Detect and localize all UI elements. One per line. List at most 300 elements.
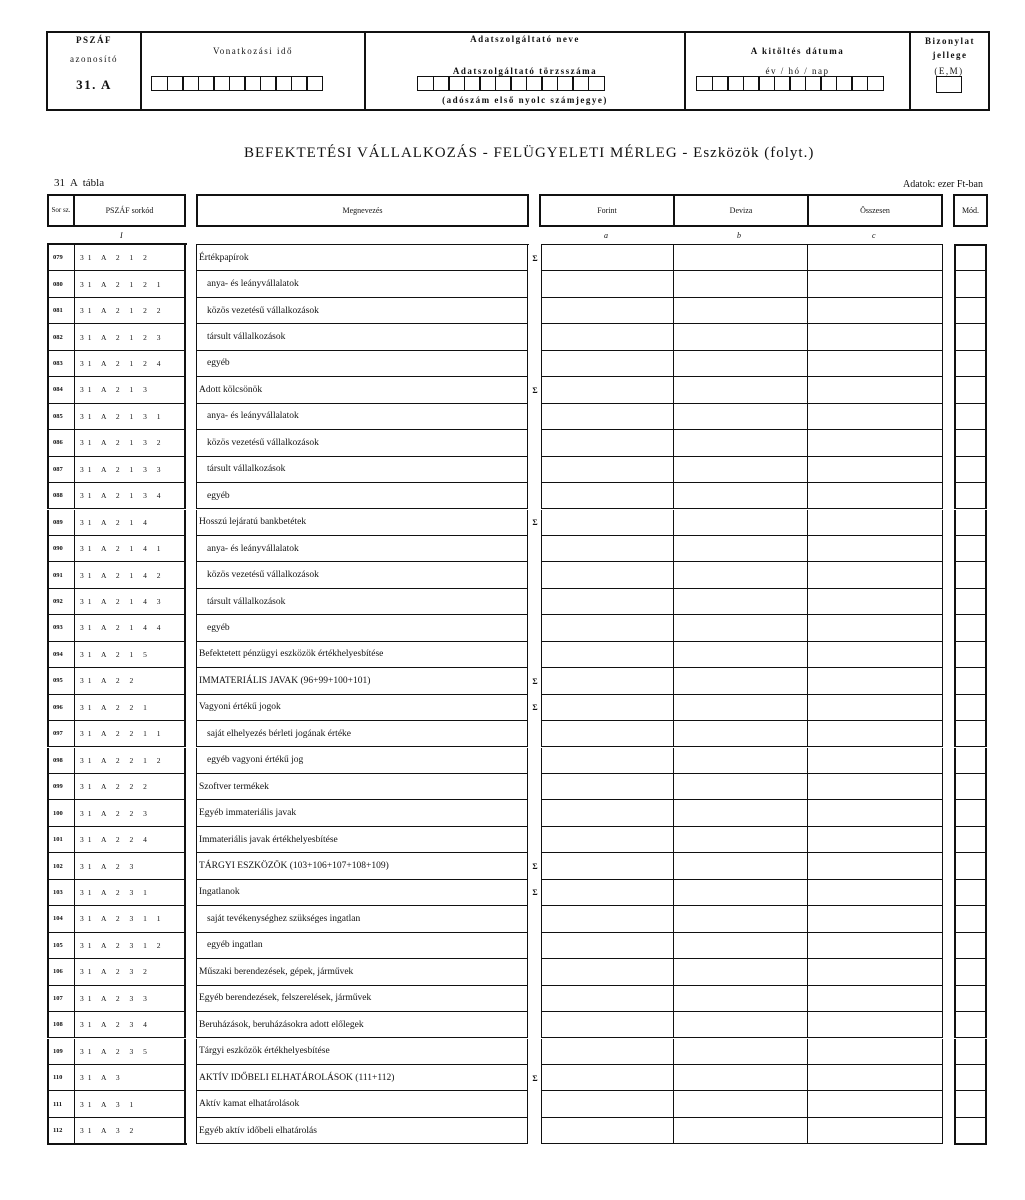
input-forint[interactable] <box>541 271 674 297</box>
input-deviza[interactable] <box>674 404 808 430</box>
input-mod[interactable] <box>954 642 987 668</box>
row-code: 31 A 2 1 2 2 <box>75 298 186 324</box>
table-row <box>0 1012 1025 1038</box>
row-name: egyéb vagyoni értékű jog <box>196 748 528 774</box>
input-mod[interactable] <box>954 1012 987 1038</box>
row-number: 105 <box>47 933 75 959</box>
table-row <box>0 351 1025 377</box>
row-name: társult vállalkozások <box>196 589 528 615</box>
input-osszesen[interactable] <box>808 615 943 641</box>
input-deviza[interactable] <box>674 880 808 906</box>
input-forint[interactable] <box>541 298 674 324</box>
input-deviza[interactable] <box>674 298 808 324</box>
sigma-marker <box>529 774 541 800</box>
table-row <box>0 245 1025 271</box>
period-input[interactable] <box>151 76 322 91</box>
input-deviza[interactable] <box>674 430 808 456</box>
row-code: 31 A 2 1 2 3 <box>75 324 186 350</box>
row-name: anya- és leányvállalatok <box>196 536 528 562</box>
pszaf-sub-label: azonosító <box>70 54 118 64</box>
sigma-marker <box>529 933 541 959</box>
row-name: Vagyoni értékű jogok <box>196 695 528 721</box>
row-name: Műszaki berendezések, gépek, járművek <box>196 959 528 985</box>
sigma-marker <box>529 615 541 641</box>
row-code: 31 A 2 2 <box>75 668 186 694</box>
table-row <box>0 959 1025 985</box>
input-osszesen[interactable] <box>808 853 943 879</box>
row-code: 31 A 2 1 4 3 <box>75 589 186 615</box>
input-osszesen[interactable] <box>808 959 943 985</box>
sigma-marker <box>529 1118 541 1144</box>
row-name: anya- és leányvállalatok <box>196 404 528 430</box>
row-number: 099 <box>47 774 75 800</box>
row-number: 085 <box>47 404 75 430</box>
table-row <box>0 430 1025 456</box>
input-deviza[interactable] <box>674 721 808 747</box>
input-osszesen[interactable] <box>808 298 943 324</box>
input-mod[interactable] <box>954 1118 987 1144</box>
row-number: 093 <box>47 615 75 641</box>
col-header-name: Megnevezés <box>196 194 529 227</box>
page-title: BEFEKTETÉSI VÁLLALKOZÁS - FELÜGYELETI MÉRLEG - Eszközök (folyt.) <box>244 145 815 161</box>
input-mod[interactable] <box>954 880 987 906</box>
input-forint[interactable] <box>541 695 674 721</box>
input-mod[interactable] <box>954 271 987 297</box>
sigma-marker <box>529 562 541 588</box>
sigma-marker <box>529 1039 541 1065</box>
input-forint[interactable] <box>541 721 674 747</box>
input-deviza[interactable] <box>674 853 808 879</box>
table-row <box>0 536 1025 562</box>
row-code: 31 A 2 3 4 <box>75 1012 186 1038</box>
input-osszesen[interactable] <box>808 800 943 826</box>
row-number: 101 <box>47 827 75 853</box>
input-deviza[interactable] <box>674 1091 808 1117</box>
row-code: 31 A 2 1 2 1 <box>75 271 186 297</box>
sigma-marker <box>529 986 541 1012</box>
table-row <box>0 880 1025 906</box>
input-deviza[interactable] <box>674 351 808 377</box>
row-code: 31 A 2 3 5 <box>75 1039 186 1065</box>
row-code: 31 A 2 3 <box>75 853 186 879</box>
input-osszesen[interactable] <box>808 774 943 800</box>
sigma-marker <box>529 642 541 668</box>
sigma-marker <box>529 457 541 483</box>
input-mod[interactable] <box>954 774 987 800</box>
input-mod[interactable] <box>954 827 987 853</box>
input-mod[interactable] <box>954 430 987 456</box>
row-code: 31 A 2 3 1 1 <box>75 906 186 932</box>
row-code: 31 A 2 1 3 <box>75 377 186 403</box>
col-header-mod: Mód. <box>953 194 988 227</box>
input-osszesen[interactable] <box>808 1118 943 1144</box>
row-code: 31 A 2 2 1 <box>75 695 186 721</box>
input-forint[interactable] <box>541 853 674 879</box>
sigma-marker <box>529 404 541 430</box>
sigma-marker <box>529 271 541 297</box>
row-code: 31 A 2 1 2 <box>75 245 186 271</box>
input-osszesen[interactable] <box>808 377 943 403</box>
input-mod[interactable] <box>954 615 987 641</box>
input-osszesen[interactable] <box>808 324 943 350</box>
row-number: 098 <box>47 748 75 774</box>
input-mod[interactable] <box>954 510 987 536</box>
input-osszesen[interactable] <box>808 721 943 747</box>
table-bottom-border <box>954 1143 987 1145</box>
doc-type-input[interactable] <box>936 76 961 93</box>
row-name: saját elhelyezés bérleti jogának értéke <box>196 721 528 747</box>
input-deviza[interactable] <box>674 271 808 297</box>
input-forint[interactable] <box>541 959 674 985</box>
row-number: 104 <box>47 906 75 932</box>
input-forint[interactable] <box>541 562 674 588</box>
table-row <box>0 510 1025 536</box>
table-row <box>0 668 1025 694</box>
input-forint[interactable] <box>541 351 674 377</box>
fill-date-label: A kitöltés dátuma <box>750 46 845 56</box>
input-osszesen[interactable] <box>808 351 943 377</box>
sigma-marker <box>529 1091 541 1117</box>
row-number: 103 <box>47 880 75 906</box>
row-number: 084 <box>47 377 75 403</box>
input-forint[interactable] <box>541 748 674 774</box>
row-number: 112 <box>47 1118 75 1144</box>
input-mod[interactable] <box>954 1039 987 1065</box>
input-deviza[interactable] <box>674 615 808 641</box>
input-deviza[interactable] <box>674 245 808 271</box>
input-osszesen[interactable] <box>808 510 943 536</box>
row-name: Ingatlanok <box>196 880 528 906</box>
input-forint[interactable] <box>541 589 674 615</box>
table-row <box>0 377 1025 403</box>
row-number: 094 <box>47 642 75 668</box>
row-name: társult vállalkozások <box>196 457 528 483</box>
row-code: 31 A 2 1 3 1 <box>75 404 186 430</box>
row-number: 107 <box>47 986 75 1012</box>
input-deviza[interactable] <box>674 933 808 959</box>
input-forint[interactable] <box>541 430 674 456</box>
input-mod[interactable] <box>954 351 987 377</box>
input-mod[interactable] <box>954 1065 987 1091</box>
input-mod[interactable] <box>954 695 987 721</box>
input-forint[interactable] <box>541 510 674 536</box>
input-osszesen[interactable] <box>808 1039 943 1065</box>
table-bottom-border <box>47 1143 187 1145</box>
input-deviza[interactable] <box>674 1065 808 1091</box>
input-forint[interactable] <box>541 668 674 694</box>
table-row <box>0 1065 1025 1091</box>
table-row <box>0 800 1025 826</box>
row-name: Szoftver termékek <box>196 774 528 800</box>
row-name: Értékpapírok <box>196 245 528 271</box>
input-osszesen[interactable] <box>808 483 943 509</box>
sigma-marker <box>529 351 541 377</box>
input-deviza[interactable] <box>674 562 808 588</box>
input-mod[interactable] <box>954 324 987 350</box>
input-forint[interactable] <box>541 1118 674 1144</box>
row-number: 100 <box>47 800 75 826</box>
row-name: saját tevékenységhez szükséges ingatlan <box>196 906 528 932</box>
row-number: 102 <box>47 853 75 879</box>
input-mod[interactable] <box>954 959 987 985</box>
input-forint[interactable] <box>541 986 674 1012</box>
row-name: közös vezetésű vállalkozások <box>196 298 528 324</box>
input-mod[interactable] <box>954 562 987 588</box>
input-forint[interactable] <box>541 933 674 959</box>
input-deviza[interactable] <box>674 457 808 483</box>
sigma-marker <box>529 959 541 985</box>
input-osszesen[interactable] <box>808 457 943 483</box>
input-mod[interactable] <box>954 536 987 562</box>
row-name: Immateriális javak értékhelyesbítése <box>196 827 528 853</box>
sigma-marker: Σ <box>532 385 538 395</box>
sigma-marker <box>529 536 541 562</box>
input-deviza[interactable] <box>674 748 808 774</box>
input-deviza[interactable] <box>674 906 808 932</box>
period-label: Vonatkozási idő <box>212 46 294 56</box>
input-forint[interactable] <box>541 536 674 562</box>
input-osszesen[interactable] <box>808 906 943 932</box>
row-code: 31 A 2 3 2 <box>75 959 186 985</box>
input-forint[interactable] <box>541 1065 674 1091</box>
table-row <box>0 906 1025 932</box>
row-number: 109 <box>47 1039 75 1065</box>
row-number: 087 <box>47 457 75 483</box>
col-header-sor: Sor sz. <box>47 194 75 227</box>
input-deviza[interactable] <box>674 695 808 721</box>
input-mod[interactable] <box>954 853 987 879</box>
row-name: egyéb <box>196 351 528 377</box>
sigma-marker <box>529 827 541 853</box>
input-forint[interactable] <box>541 483 674 509</box>
row-name: anya- és leányvállalatok <box>196 271 528 297</box>
row-code: 31 A 3 <box>75 1065 186 1091</box>
input-mod[interactable] <box>954 589 987 615</box>
input-forint[interactable] <box>541 1012 674 1038</box>
input-osszesen[interactable] <box>808 1012 943 1038</box>
input-osszesen[interactable] <box>808 271 943 297</box>
input-mod[interactable] <box>954 748 987 774</box>
doc-type-label: Bizonylat jellege <box>924 36 975 60</box>
input-deviza[interactable] <box>674 668 808 694</box>
units-note: Adatok: ezer Ft-ban <box>903 179 983 190</box>
input-mod[interactable] <box>954 245 987 271</box>
row-number: 110 <box>47 1065 75 1091</box>
input-deviza[interactable] <box>674 324 808 350</box>
row-name: Hosszú lejáratú bankbetétek <box>196 510 528 536</box>
input-forint[interactable] <box>541 377 674 403</box>
row-code: 31 A 2 3 1 2 <box>75 933 186 959</box>
sigma-marker <box>529 324 541 350</box>
pszaf-label: PSZÁF <box>75 35 112 45</box>
input-mod[interactable] <box>954 1091 987 1117</box>
input-osszesen[interactable] <box>808 1091 943 1117</box>
input-deviza[interactable] <box>674 483 808 509</box>
doc-type-options: (E,M) <box>934 66 964 76</box>
input-deviza[interactable] <box>674 536 808 562</box>
row-code: 31 A 3 2 <box>75 1118 186 1144</box>
input-osszesen[interactable] <box>808 827 943 853</box>
input-forint[interactable] <box>541 1039 674 1065</box>
row-name: Egyéb aktív időbeli elhatárolás <box>196 1118 528 1144</box>
input-forint[interactable] <box>541 774 674 800</box>
table-row <box>0 721 1025 747</box>
input-forint[interactable] <box>541 457 674 483</box>
sigma-marker <box>529 298 541 324</box>
row-code: 31 A 2 1 3 3 <box>75 457 186 483</box>
row-name: Egyéb berendezések, felszerelések, járművek <box>196 986 528 1012</box>
row-name: AKTÍV IDŐBELI ELHATÁROLÁSOK (111+112) <box>196 1065 528 1091</box>
row-name: Tárgyi eszközök értékhelyesbítése <box>196 1039 528 1065</box>
input-forint[interactable] <box>541 642 674 668</box>
input-deviza[interactable] <box>674 959 808 985</box>
input-osszesen[interactable] <box>808 642 943 668</box>
provider-reg-label: Adatszolgáltató törzsszáma <box>452 66 598 76</box>
input-osszesen[interactable] <box>808 748 943 774</box>
row-number: 079 <box>47 245 75 271</box>
provider-reg-input[interactable] <box>417 76 603 91</box>
input-forint[interactable] <box>541 880 674 906</box>
input-mod[interactable] <box>954 457 987 483</box>
col-header-code: PSZÁF sorkód <box>73 194 186 227</box>
sigma-marker <box>529 1012 541 1038</box>
sigma-marker: Σ <box>532 676 538 686</box>
row-code: 31 A 2 2 3 <box>75 800 186 826</box>
table-row <box>0 1118 1025 1144</box>
input-deviza[interactable] <box>674 510 808 536</box>
input-forint[interactable] <box>541 324 674 350</box>
sigma-marker: Σ <box>532 888 538 898</box>
row-code: 31 A 2 2 2 <box>75 774 186 800</box>
input-osszesen[interactable] <box>808 933 943 959</box>
fill-date-input[interactable] <box>696 76 882 91</box>
sigma-marker <box>529 721 541 747</box>
table-row <box>0 748 1025 774</box>
row-number: 082 <box>47 324 75 350</box>
row-code: 31 A 2 1 4 1 <box>75 536 186 562</box>
input-deviza[interactable] <box>674 589 808 615</box>
row-name: IMMATERIÁLIS JAVAK (96+99+100+101) <box>196 668 528 694</box>
sigma-marker: Σ <box>532 253 538 263</box>
input-mod[interactable] <box>954 668 987 694</box>
table-row <box>0 483 1025 509</box>
sigma-marker <box>529 589 541 615</box>
row-number: 092 <box>47 589 75 615</box>
input-osszesen[interactable] <box>808 986 943 1012</box>
row-number: 080 <box>47 271 75 297</box>
input-mod[interactable] <box>954 404 987 430</box>
table-row <box>0 1039 1025 1065</box>
input-mod[interactable] <box>954 800 987 826</box>
row-name: Aktív kamat elhatárolások <box>196 1091 528 1117</box>
row-code: 31 A 2 2 1 2 <box>75 748 186 774</box>
table-row <box>0 324 1025 350</box>
input-osszesen[interactable] <box>808 430 943 456</box>
row-number: 095 <box>47 668 75 694</box>
fill-date-format: év / hó / nap <box>765 66 830 76</box>
input-forint[interactable] <box>541 827 674 853</box>
input-osszesen[interactable] <box>808 536 943 562</box>
input-osszesen[interactable] <box>808 880 943 906</box>
input-deviza[interactable] <box>674 377 808 403</box>
table-row <box>0 271 1025 297</box>
input-mod[interactable] <box>954 483 987 509</box>
row-number: 097 <box>47 721 75 747</box>
input-osszesen[interactable] <box>808 245 943 271</box>
input-mod[interactable] <box>954 298 987 324</box>
row-code: 31 A 2 2 4 <box>75 827 186 853</box>
input-deviza[interactable] <box>674 986 808 1012</box>
input-deviza[interactable] <box>674 800 808 826</box>
row-name: társult vállalkozások <box>196 324 528 350</box>
table-row <box>0 933 1025 959</box>
input-mod[interactable] <box>954 721 987 747</box>
sigma-marker <box>529 748 541 774</box>
row-number: 090 <box>47 536 75 562</box>
input-osszesen[interactable] <box>808 589 943 615</box>
row-name: egyéb <box>196 615 528 641</box>
subheader-b: b <box>737 231 741 240</box>
row-number: 086 <box>47 430 75 456</box>
input-deviza[interactable] <box>674 642 808 668</box>
col-header-osszesen: Összesen <box>807 194 943 227</box>
input-forint[interactable] <box>541 245 674 271</box>
input-osszesen[interactable] <box>808 404 943 430</box>
input-osszesen[interactable] <box>808 1065 943 1091</box>
input-mod[interactable] <box>954 986 987 1012</box>
input-osszesen[interactable] <box>808 695 943 721</box>
row-number: 108 <box>47 1012 75 1038</box>
input-forint[interactable] <box>541 615 674 641</box>
input-forint[interactable] <box>541 906 674 932</box>
table-row <box>0 457 1025 483</box>
table-row <box>0 404 1025 430</box>
col-header-forint: Forint <box>539 194 675 227</box>
subheader-c: c <box>872 231 876 240</box>
input-deviza[interactable] <box>674 774 808 800</box>
input-deviza[interactable] <box>674 1118 808 1144</box>
sigma-marker <box>529 483 541 509</box>
row-number: 081 <box>47 298 75 324</box>
table-row <box>0 1091 1025 1117</box>
input-mod[interactable] <box>954 933 987 959</box>
table-row <box>0 615 1025 641</box>
row-number: 089 <box>47 510 75 536</box>
table-row <box>0 562 1025 588</box>
row-number: 111 <box>47 1091 75 1117</box>
row-name: Befektetett pénzügyi eszközök értékhelyesbítése <box>196 642 528 668</box>
sigma-marker <box>529 430 541 456</box>
input-deviza[interactable] <box>674 1039 808 1065</box>
table-row <box>0 774 1025 800</box>
input-forint[interactable] <box>541 404 674 430</box>
input-mod[interactable] <box>954 377 987 403</box>
input-osszesen[interactable] <box>808 562 943 588</box>
input-mod[interactable] <box>954 906 987 932</box>
row-code: 31 A 2 1 3 2 <box>75 430 186 456</box>
row-name: TÁRGYI ESZKÖZÖK (103+106+107+108+109) <box>196 853 528 879</box>
input-forint[interactable] <box>541 1091 674 1117</box>
input-forint[interactable] <box>541 800 674 826</box>
row-code: 31 A 2 1 4 <box>75 510 186 536</box>
input-osszesen[interactable] <box>808 668 943 694</box>
input-deviza[interactable] <box>674 1012 808 1038</box>
sigma-marker: Σ <box>532 1073 538 1083</box>
row-code: 31 A 2 3 3 <box>75 986 186 1012</box>
sigma-marker: Σ <box>532 518 538 528</box>
input-deviza[interactable] <box>674 827 808 853</box>
row-name: közös vezetésű vállalkozások <box>196 430 528 456</box>
